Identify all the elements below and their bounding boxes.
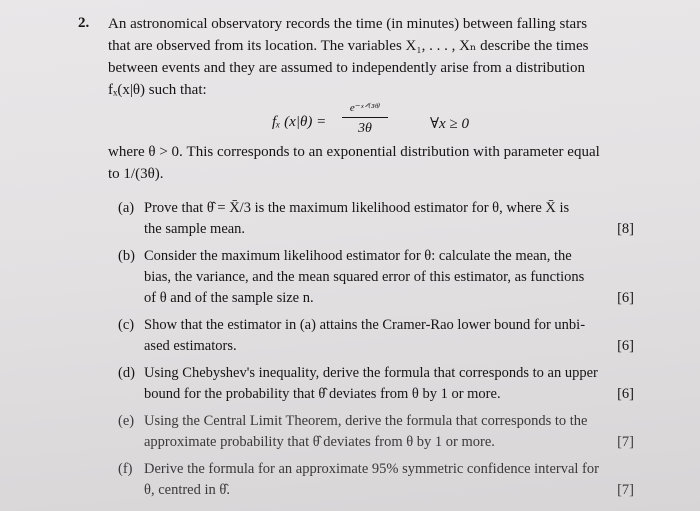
part-line: θ, centred in θ̂. bbox=[144, 482, 230, 498]
part-label: (c) bbox=[118, 317, 135, 333]
formula-denominator: 3θ bbox=[358, 121, 372, 136]
part-marks: [6] bbox=[617, 386, 634, 402]
intro-line: between events and they are assumed to independently arise from a distribution bbox=[108, 60, 585, 76]
part-line: ased estimators. bbox=[144, 338, 237, 354]
part-line: Using the Central Limit Theorem, derive the formula that corresponds to the bbox=[144, 413, 588, 429]
part-marks: [8] bbox=[617, 221, 634, 237]
intro-line: An astronomical observatory records the time (in minutes) between falling stars bbox=[108, 16, 588, 32]
part-line: Using Chebyshev's inequality, derive the formula that corresponds to an upper bbox=[144, 365, 598, 381]
part-a bbox=[118, 198, 636, 240]
part-label: (b) bbox=[118, 248, 135, 264]
density-formula bbox=[240, 101, 540, 145]
after-line: where θ > 0. This corresponds to an exponential distribution with parameter equal bbox=[108, 144, 600, 160]
fraction-bar bbox=[342, 117, 388, 118]
after-line: to 1/(3θ). bbox=[108, 166, 164, 182]
part-line: the sample mean. bbox=[144, 221, 246, 237]
part-marks: [7] bbox=[617, 482, 634, 498]
part-label: (f) bbox=[118, 461, 133, 477]
part-line: of θ and of the sample size n. bbox=[144, 290, 314, 306]
part-marks: [6] bbox=[617, 290, 634, 306]
part-b bbox=[118, 246, 636, 309]
part-line: Show that the estimator in (a) attains the Cramer-Rao lower bound for unbi- bbox=[144, 317, 586, 333]
part-line: Derive the formula for an approximate 95% symmetric confidence interval for bbox=[144, 461, 599, 477]
part-line: bias, the variance, and the mean squared error of this estimator, as functions bbox=[144, 269, 585, 285]
question-intro bbox=[108, 13, 638, 101]
intro-line: that are observed from its location. The variables X₁, . . . , Xₙ describe the times bbox=[108, 38, 589, 54]
part-label: (e) bbox=[118, 413, 135, 429]
part-label: (a) bbox=[118, 200, 135, 216]
part-marks: [7] bbox=[617, 434, 634, 450]
part-line: Prove that θ̂ = X̄/3 is the maximum likelihood estimator for θ, where X̄ is bbox=[144, 200, 570, 216]
part-line: bound for the probability that θ̂ deviates from θ by 1 or more. bbox=[144, 386, 501, 402]
formula-lhs: fₓ (x|θ) = bbox=[272, 114, 327, 130]
part-c bbox=[118, 315, 636, 357]
part-marks: [6] bbox=[617, 338, 634, 354]
intro-line: fₓ(x|θ) such that: bbox=[108, 82, 207, 98]
question-after-formula bbox=[108, 141, 638, 185]
question-parts bbox=[118, 198, 636, 507]
part-d bbox=[118, 363, 636, 405]
part-e bbox=[118, 411, 636, 453]
part-line: Consider the maximum likelihood estimator for θ: calculate the mean, the bbox=[144, 248, 572, 264]
part-f bbox=[118, 459, 636, 501]
part-line: approximate probability that θ̂ deviates from θ by 1 or more. bbox=[144, 434, 495, 450]
formula-fraction bbox=[338, 101, 392, 137]
question-number: 2. bbox=[78, 15, 90, 31]
formula-condition: ∀x ≥ 0 bbox=[430, 116, 469, 132]
part-label: (d) bbox=[118, 365, 135, 381]
formula-numerator: e⁻ˣᐟ⁽³ᶿ⁾ bbox=[349, 102, 381, 114]
